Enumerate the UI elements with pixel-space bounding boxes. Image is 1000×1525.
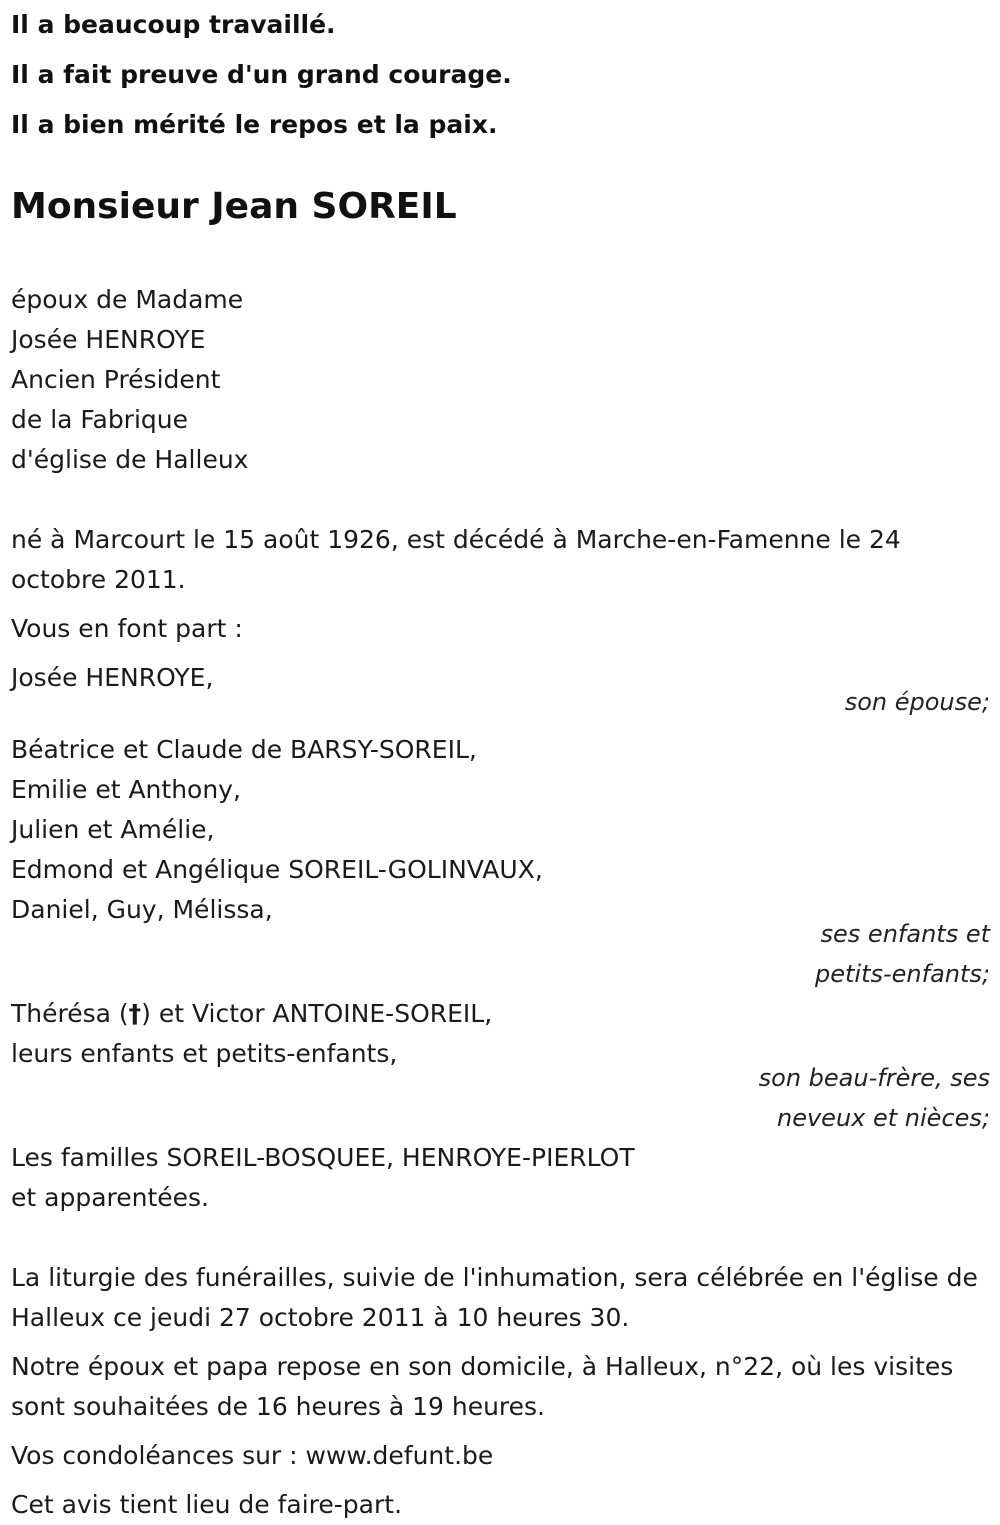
relation-label: neveux et nièces; bbox=[777, 1104, 990, 1132]
name-suffix: ) et Victor ANTOINE-SOREIL, bbox=[141, 999, 493, 1028]
relation-label: son épouse; bbox=[844, 688, 990, 716]
title-line-2: Josée HENROYE bbox=[11, 325, 206, 354]
family-name-line: Edmond et Angélique SOREIL-GOLINVAUX, bbox=[11, 855, 543, 884]
family-name-line: Julien et Amélie, bbox=[11, 815, 215, 844]
title-line-5: d'église de Halleux bbox=[11, 445, 249, 474]
relation-label: petits-enfants; bbox=[815, 960, 990, 988]
title-line-1: époux de Madame bbox=[11, 285, 244, 314]
family-name-line: Les familles SOREIL-BOSQUEE, HENROYE-PIERLOT bbox=[11, 1143, 635, 1172]
deceased-titles bbox=[11, 280, 990, 480]
family-name-line: Daniel, Guy, Mélissa, bbox=[11, 895, 273, 924]
verse-line-2: Il a fait preuve d'un grand courage. bbox=[11, 60, 512, 89]
verse-line-1: Il a beaucoup travaillé. bbox=[11, 10, 336, 39]
title-line-3: Ancien Président bbox=[11, 365, 221, 394]
visitation-text: Notre époux et papa repose en son domicile, à Halleux, n°22, où les visites sont souhaitées de 16 heures à 19 heures. bbox=[11, 1352, 954, 1421]
relation-label: ses enfants et bbox=[820, 920, 990, 948]
title-line-4: de la Fabrique bbox=[11, 405, 189, 434]
family-name-line: Emilie et Anthony, bbox=[11, 775, 241, 804]
family-name-line: et apparentées. bbox=[11, 1183, 209, 1212]
closing-text: Cet avis tient lieu de faire-part. bbox=[11, 1490, 403, 1519]
family-group-children bbox=[11, 730, 990, 994]
family-group-spouse bbox=[11, 658, 990, 722]
verse-line-3: Il a bien mérité le repos et la paix. bbox=[11, 110, 498, 139]
birth-death-text: né à Marcourt le 15 août 1926, est décédé à Marche-en-Famenne le 24 octobre 2011. bbox=[11, 525, 901, 594]
relation-label: son beau-frère, ses bbox=[758, 1064, 990, 1092]
cross-icon: † bbox=[128, 999, 142, 1028]
family-name-line: Béatrice et Claude de BARSY-SOREIL, bbox=[11, 735, 477, 764]
name-prefix: Thérésa ( bbox=[11, 999, 129, 1028]
funeral-text: La liturgie des funérailles, suivie de l'inhumation, sera célébrée en l'église de Halleux ce jeudi 27 octobre 2011 à 10 heures 30. bbox=[11, 1263, 978, 1332]
family-name-line: leurs enfants et petits-enfants, bbox=[11, 1039, 398, 1068]
condolences-text: Vos condoléances sur : www.defunt.be bbox=[11, 1441, 494, 1470]
family-name-line bbox=[11, 994, 990, 1034]
family-name-line: Josée HENROYE, bbox=[11, 663, 214, 692]
family-group-relatives bbox=[11, 1138, 990, 1218]
announce-intro: Vous en font part : bbox=[11, 614, 243, 643]
family-group-in-laws bbox=[11, 994, 990, 1138]
deceased-name: Monsieur Jean SOREIL bbox=[11, 186, 457, 227]
